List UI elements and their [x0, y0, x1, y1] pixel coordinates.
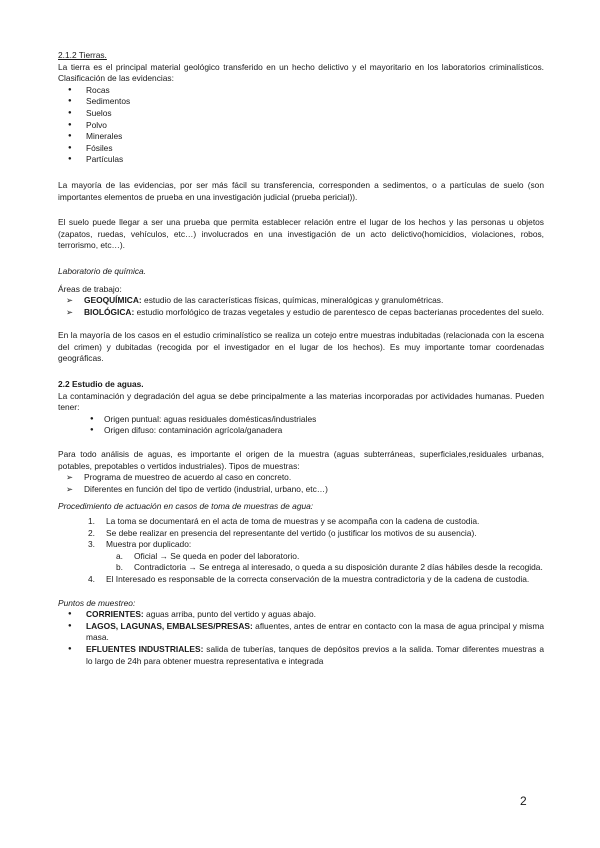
step-number: 2. — [88, 527, 95, 538]
sub-step-letter: b. — [116, 562, 123, 573]
step-text: El Interesado es responsable de la correcta conservación de la muestra contradictoria y de la cadena de custodia. — [106, 573, 530, 584]
list-item — [88, 574, 544, 586]
definition: estudio morfológico de trazas vegetales y estudio de parentesco de cepas bacterianas procedentes del suelo. — [134, 306, 544, 317]
tierras-intro: La tierra es el principal material geológico transferido en un hecho delictivo y el mayoritario en los laboratorios criminalísticos. Clasificación de las evidencias: — [58, 61, 544, 84]
sub-steps — [106, 551, 544, 574]
list-item: ● Origen difuso: contaminación agrícola/ganadera — [90, 425, 544, 437]
procedure-steps — [58, 516, 544, 586]
page-content — [58, 50, 544, 667]
step-text: La toma se documentará en el acta de toma de muestras y se acompaña con la cadena de custodia. — [106, 516, 480, 526]
sample-types-list — [58, 472, 544, 495]
list-item: ● Partículas — [68, 154, 544, 166]
definition: afluentes, antes de entrar en contacto con la masa de agua principal y misma masa. — [86, 620, 544, 643]
list-item: ● Fósiles — [68, 143, 544, 155]
areas-list — [58, 295, 544, 318]
step-text: Muestra por duplicado: — [106, 539, 192, 550]
list-item — [116, 562, 544, 574]
term: BIOLÓGICA: — [84, 306, 135, 317]
evidence-list — [58, 85, 544, 166]
page-number: 2 — [520, 794, 527, 808]
term: CORRIENTES: — [86, 609, 144, 620]
areas-label: Áreas de trabajo: — [58, 283, 122, 294]
definition: salida de tuberías, tanques de depósitos previos a la salida. Tomar diferentes muestras a lo largo de 24h para obtener muestra representativa e integrada — [86, 643, 544, 666]
section-heading-aguas: 2.2 Estudio de aguas. — [58, 379, 144, 390]
step-number: 4. — [88, 573, 95, 584]
term: LAGOS, LAGUNAS, EMBALSES/PRESAS: — [86, 620, 253, 631]
list-item — [68, 621, 544, 644]
list-item: ● Origen puntual: aguas residuales domésticas/industriales — [90, 414, 544, 426]
list-item: ● Polvo — [68, 120, 544, 132]
sub-step-letter: a. — [116, 550, 123, 561]
sub-step-text: Contradictoria → Se entrega al interesado, o queda a su disposición durante 2 días hábiles desde la recogida. — [134, 562, 543, 573]
paragraph: Para todo análisis de aguas, es importante el origen de la muestra (aguas subterráneas, superficiales,residuales urbanas, potables, prepotables o vertidos industriales). Tipos de muestras: — [58, 449, 544, 471]
list-item: ● Sedimentos — [68, 96, 544, 108]
section-heading-tierras: 2.1.2 Tierras. — [58, 50, 107, 60]
paragraph: El suelo puede llegar a ser una prueba que permita establecer relación entre el lugar de los hechos y las personas u objetos (zapatos, ruedas, vehículos, etc…) involucrados en una investigación de un acto delictivo(homicidios, violaciones, robos, terrorismo, etc…). — [58, 217, 544, 251]
step-text: Se debe realizar en presencia del representante del vertido (o justificar los motivos de su ausencia). — [106, 527, 477, 538]
list-item: ● Minerales — [68, 131, 544, 143]
list-item — [88, 539, 544, 574]
sub-step-text: Oficial → Se queda en poder del laboratorio. — [134, 550, 300, 561]
step-number: 3. — [88, 539, 95, 550]
aguas-intro: La contaminación y degradación del agua se debe principalmente a las materias incorporadas por actividades humanas. Pueden tener: — [58, 390, 544, 413]
step-number: 1. — [88, 516, 95, 526]
list-item — [66, 295, 544, 307]
origin-list — [58, 414, 544, 437]
list-item: ➢ Diferentes en función del tipo de vertido (industrial, urbano, etc…) — [66, 484, 544, 496]
term: EFLUENTES INDUSTRIALES: — [86, 643, 204, 654]
lab-title: Laboratorio de química. — [58, 265, 146, 276]
list-item — [88, 516, 544, 528]
paragraph: En la mayoría de los casos en el estudio criminalístico se realiza un cotejo entre muestras indubitadas (relacionada con la escena del crimen) y dubitadas (recogida por el investigador en el lugar de los hechos). Es muy importante tomar coordenadas geográficas. — [58, 330, 544, 364]
list-item — [68, 644, 544, 667]
definition: estudio de las características físicas, químicas, mineralógicas y granulométricas. — [141, 295, 444, 306]
list-item — [116, 551, 544, 563]
list-item: ➢ Programa de muestreo de acuerdo al caso en concreto. — [66, 472, 544, 484]
list-item: ● Rocas — [68, 85, 544, 97]
list-item — [68, 609, 544, 621]
sampling-points-title: Puntos de muestreo: — [58, 597, 136, 608]
list-item — [88, 528, 544, 540]
procedure-title: Procedimiento de actuación en casos de toma de muestras de agua: — [58, 501, 314, 512]
definition: aguas arriba, punto del vertido y aguas abajo. — [143, 609, 316, 620]
list-item — [66, 307, 544, 319]
term: GEOQUÍMICA: — [84, 295, 142, 306]
list-item: ● Suelos — [68, 108, 544, 120]
paragraph: La mayoría de las evidencias, por ser más fácil su transferencia, corresponden a sedimentos, o a partículas de suelo (son importantes elementos de prueba en una investigación judicial (prueba pericial)). — [58, 179, 544, 202]
sampling-points-list — [58, 609, 544, 667]
